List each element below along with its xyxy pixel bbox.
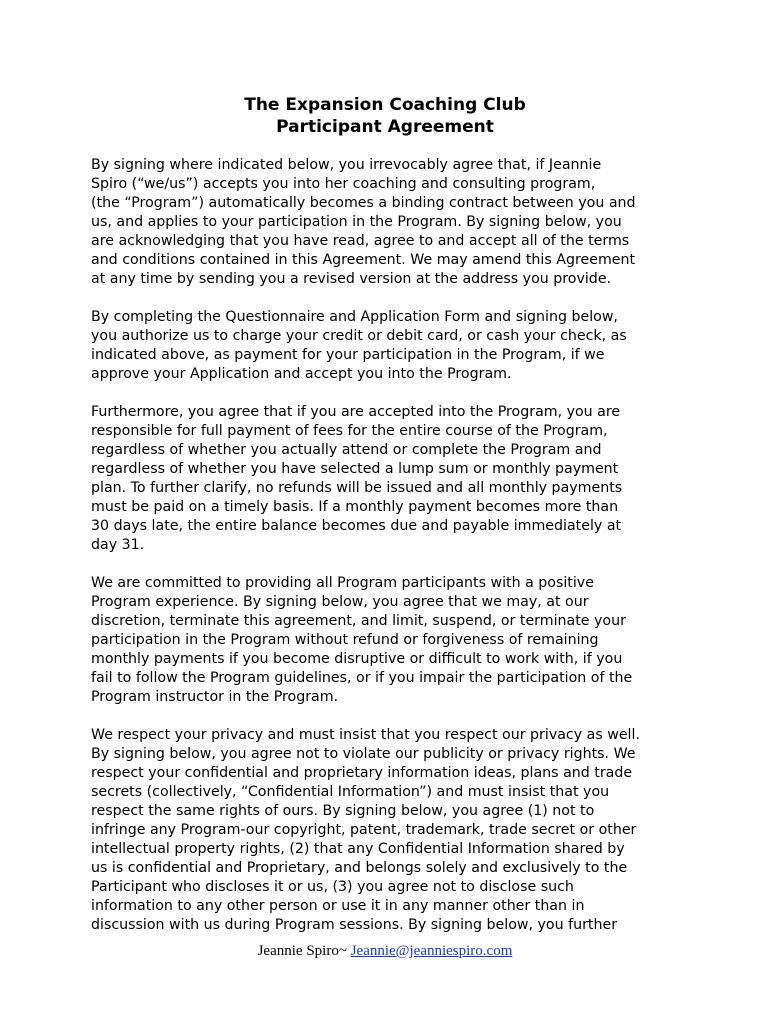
title-line-1: The Expansion Coaching Club: [244, 95, 526, 115]
agreement-body: [91, 156, 691, 954]
paragraph-line: information to any other person or use it in any manner other than in: [91, 898, 585, 914]
paragraph-line: participation in the Program without refund or forgiveness of remaining: [91, 632, 599, 648]
footer-email-link[interactable]: Jeannie@jeanniespiro.com: [350, 943, 513, 959]
paragraph-line: fail to follow the Program guidelines, or if you impair the participation of the: [91, 670, 633, 686]
paragraph-line: By completing the Questionnaire and Application Form and signing below,: [91, 309, 618, 325]
paragraph-line: respect the same rights of ours. By signing below, you agree (1) not to: [91, 803, 595, 819]
title-line-2: Participant Agreement: [276, 117, 494, 137]
document-title: [0, 94, 770, 138]
paragraph-3: [91, 403, 691, 555]
paragraph-line: and conditions contained in this Agreement. We may amend this Agreement: [91, 252, 636, 268]
paragraph-line: responsible for full payment of fees for the entire course of the Program,: [91, 423, 608, 439]
paragraph-4: [91, 574, 691, 707]
paragraph-line: 30 days late, the entire balance becomes due and payable immediately at: [91, 518, 622, 534]
paragraph-line: We are committed to providing all Program participants with a positive: [91, 575, 594, 591]
paragraph-line: regardless of whether you actually attend or complete the Program and: [91, 442, 602, 458]
paragraph-line: Program instructor in the Program.: [91, 689, 339, 705]
paragraph-line: approve your Application and accept you into the Program.: [91, 366, 512, 382]
paragraph-line: By signing below, you agree not to violate our publicity or privacy rights. We: [91, 746, 636, 762]
paragraph-line: are acknowledging that you have read, agree to and accept all of the terms: [91, 233, 630, 249]
paragraph-line: you authorize us to charge your credit or debit card, or cash your check, as: [91, 328, 627, 344]
paragraph-line: plan. To further clarify, no refunds will be issued and all monthly payments: [91, 480, 623, 496]
paragraph-line: us is confidential and Proprietary, and belongs solely and exclusively to the: [91, 860, 628, 876]
footer: [0, 941, 770, 961]
paragraph-line: Program experience. By signing below, you agree that we may, at our: [91, 594, 589, 610]
paragraph-line: day 31.: [91, 537, 145, 553]
paragraph-line: discretion, terminate this agreement, and limit, suspend, or terminate your: [91, 613, 626, 629]
paragraph-2: [91, 308, 691, 384]
paragraph-1: [91, 156, 691, 289]
paragraph-line: infringe any Program-our copyright, patent, trademark, trade secret or other: [91, 822, 637, 838]
paragraph-line: discussion with us during Program sessions. By signing below, you further: [91, 917, 618, 933]
paragraph-line: indicated above, as payment for your participation in the Program, if we: [91, 347, 605, 363]
paragraph-line: Participant who discloses it or us, (3) you agree not to disclose such: [91, 879, 574, 895]
paragraph-line: Spiro (“we/us”) accepts you into her coaching and consulting program,: [91, 176, 596, 192]
paragraph-line: must be paid on a timely basis. If a monthly payment becomes more than: [91, 499, 619, 515]
paragraph-line: regardless of whether you have selected a lump sum or monthly payment: [91, 461, 619, 477]
paragraph-line: monthly payments if you become disruptive or difficult to work with, if you: [91, 651, 623, 667]
paragraph-line: secrets (collectively, “Confidential Information”) and must insist that you: [91, 784, 610, 800]
paragraph-line: at any time by sending you a revised version at the address you provide.: [91, 271, 612, 287]
paragraph-line: intellectual property rights, (2) that any Confidential Information shared by: [91, 841, 625, 857]
paragraph-line: (the “Program”) automatically becomes a binding contract between you and: [91, 195, 636, 211]
paragraph-line: By signing where indicated below, you irrevocably agree that, if Jeannie: [91, 157, 602, 173]
footer-name: Jeannie Spiro~: [257, 943, 351, 959]
paragraph-5: [91, 726, 691, 935]
paragraph-line: Furthermore, you agree that if you are accepted into the Program, you are: [91, 404, 621, 420]
paragraph-line: respect your confidential and proprietary information ideas, plans and trade: [91, 765, 633, 781]
paragraph-line: us, and applies to your participation in the Program. By signing below, you: [91, 214, 622, 230]
paragraph-line: We respect your privacy and must insist that you respect our privacy as well.: [91, 727, 640, 743]
